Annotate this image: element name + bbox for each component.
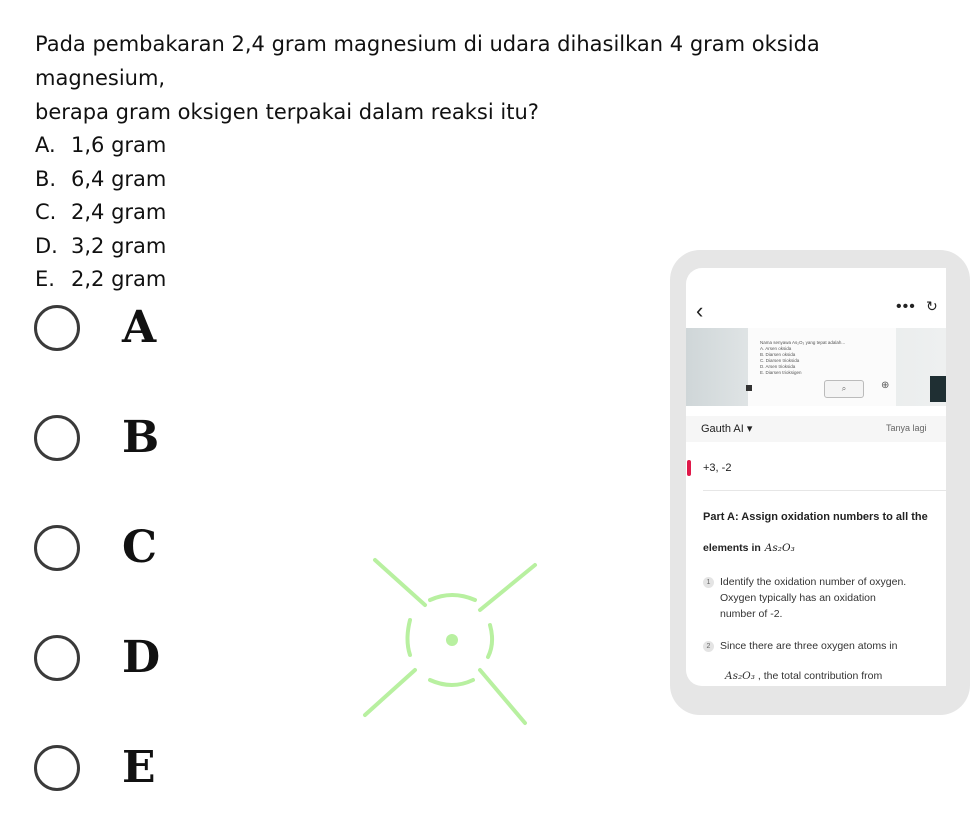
option-text: 2,4 gram <box>71 200 167 224</box>
radio-button[interactable] <box>34 745 80 791</box>
step-number: 2 <box>703 641 714 652</box>
thumbnail-line: E. Diarsen trioksigen <box>760 370 802 375</box>
option-text: 3,2 gram <box>71 233 167 258</box>
radio-button[interactable] <box>34 305 80 351</box>
question-thumbnail[interactable] <box>686 328 946 406</box>
thumbnail-line: A. Arsen oksida <box>760 346 792 351</box>
more-icon[interactable]: ••• <box>896 298 916 315</box>
thumbnail-line: D. Arsen trioksida <box>760 364 796 369</box>
option-text: 6,4 gram <box>71 166 167 191</box>
choice-label: E <box>122 742 156 793</box>
choice-label: D <box>122 632 161 683</box>
app-topbar <box>686 268 946 328</box>
option-letter: E. <box>35 267 55 291</box>
radio-button[interactable] <box>34 525 80 571</box>
step-2 <box>703 638 897 684</box>
phone-screen <box>686 268 946 686</box>
thumbnail-line: C. Diarsen trioksida <box>760 358 800 363</box>
radio-button[interactable] <box>34 415 80 461</box>
elements-label: elements in <box>703 542 761 554</box>
thumbnail-line: B. Diarsen oksida <box>760 352 796 357</box>
choice-e[interactable] <box>34 742 156 793</box>
step-text: , the total contribution from <box>757 670 883 682</box>
thumbnail-marker-icon <box>746 385 752 391</box>
choice-label: C <box>122 522 158 573</box>
formula: As₂O₃ <box>764 542 795 554</box>
step-text: Identify the oxidation number of oxygen. <box>720 576 907 588</box>
thumbnail-edge <box>930 376 946 402</box>
watermark-logo-icon <box>355 555 545 730</box>
option-letter: A. <box>35 133 56 157</box>
option-c <box>35 196 915 230</box>
ask-again-button[interactable]: Tanya lagi <box>886 423 927 433</box>
choice-label: A <box>122 302 157 353</box>
question-line-2: berapa gram oksigen terpakai dalam reaksi itu? <box>35 100 539 124</box>
choice-label: B <box>122 412 160 463</box>
option-letter: D. <box>35 233 58 258</box>
option-b <box>35 163 915 197</box>
option-text: 2,2 gram <box>71 267 167 291</box>
elements-line <box>703 542 795 554</box>
choice-d[interactable] <box>34 632 161 683</box>
step-text: Since there are three oxygen atoms in <box>720 640 898 652</box>
option-text: 1,6 gram <box>71 133 167 157</box>
divider <box>703 490 953 491</box>
back-icon[interactable]: ‹ <box>696 298 704 323</box>
option-letter: C. <box>35 200 57 224</box>
answer-marker <box>687 460 691 476</box>
option-letter: B. <box>35 166 57 191</box>
zoom-in-icon[interactable]: ⊕ <box>881 380 890 391</box>
choice-a[interactable] <box>34 302 157 353</box>
answer-text: +3, -2 <box>703 462 732 474</box>
step-text: Oxygen typically has an oxidation <box>720 592 876 604</box>
thumbnail-line: Nama senyawa As₂O₃ yang tepat adalah... <box>760 340 846 345</box>
step-1 <box>703 574 906 622</box>
refresh-icon[interactable]: ↻ <box>926 298 938 314</box>
thumbnail-document <box>748 328 896 406</box>
choice-b[interactable] <box>34 412 160 463</box>
gauth-header <box>686 416 946 442</box>
radio-button[interactable] <box>34 635 80 681</box>
step-text-line <box>725 668 897 684</box>
choice-c[interactable] <box>34 522 158 573</box>
question-line-1: Pada pembakaran 2,4 gram magnesium di udara dihasilkan 4 gram oksida magnesium, <box>35 32 820 90</box>
option-a <box>35 129 915 163</box>
model-selector[interactable]: Gauth AI ▾ <box>701 423 753 435</box>
step-text: number of -2. <box>720 608 783 620</box>
search-icon[interactable]: ⌕ <box>824 380 864 398</box>
formula: As₂O₃ <box>725 670 755 682</box>
part-title: Part A: Assign oxidation numbers to all the <box>703 511 928 523</box>
step-number: 1 <box>703 577 714 588</box>
